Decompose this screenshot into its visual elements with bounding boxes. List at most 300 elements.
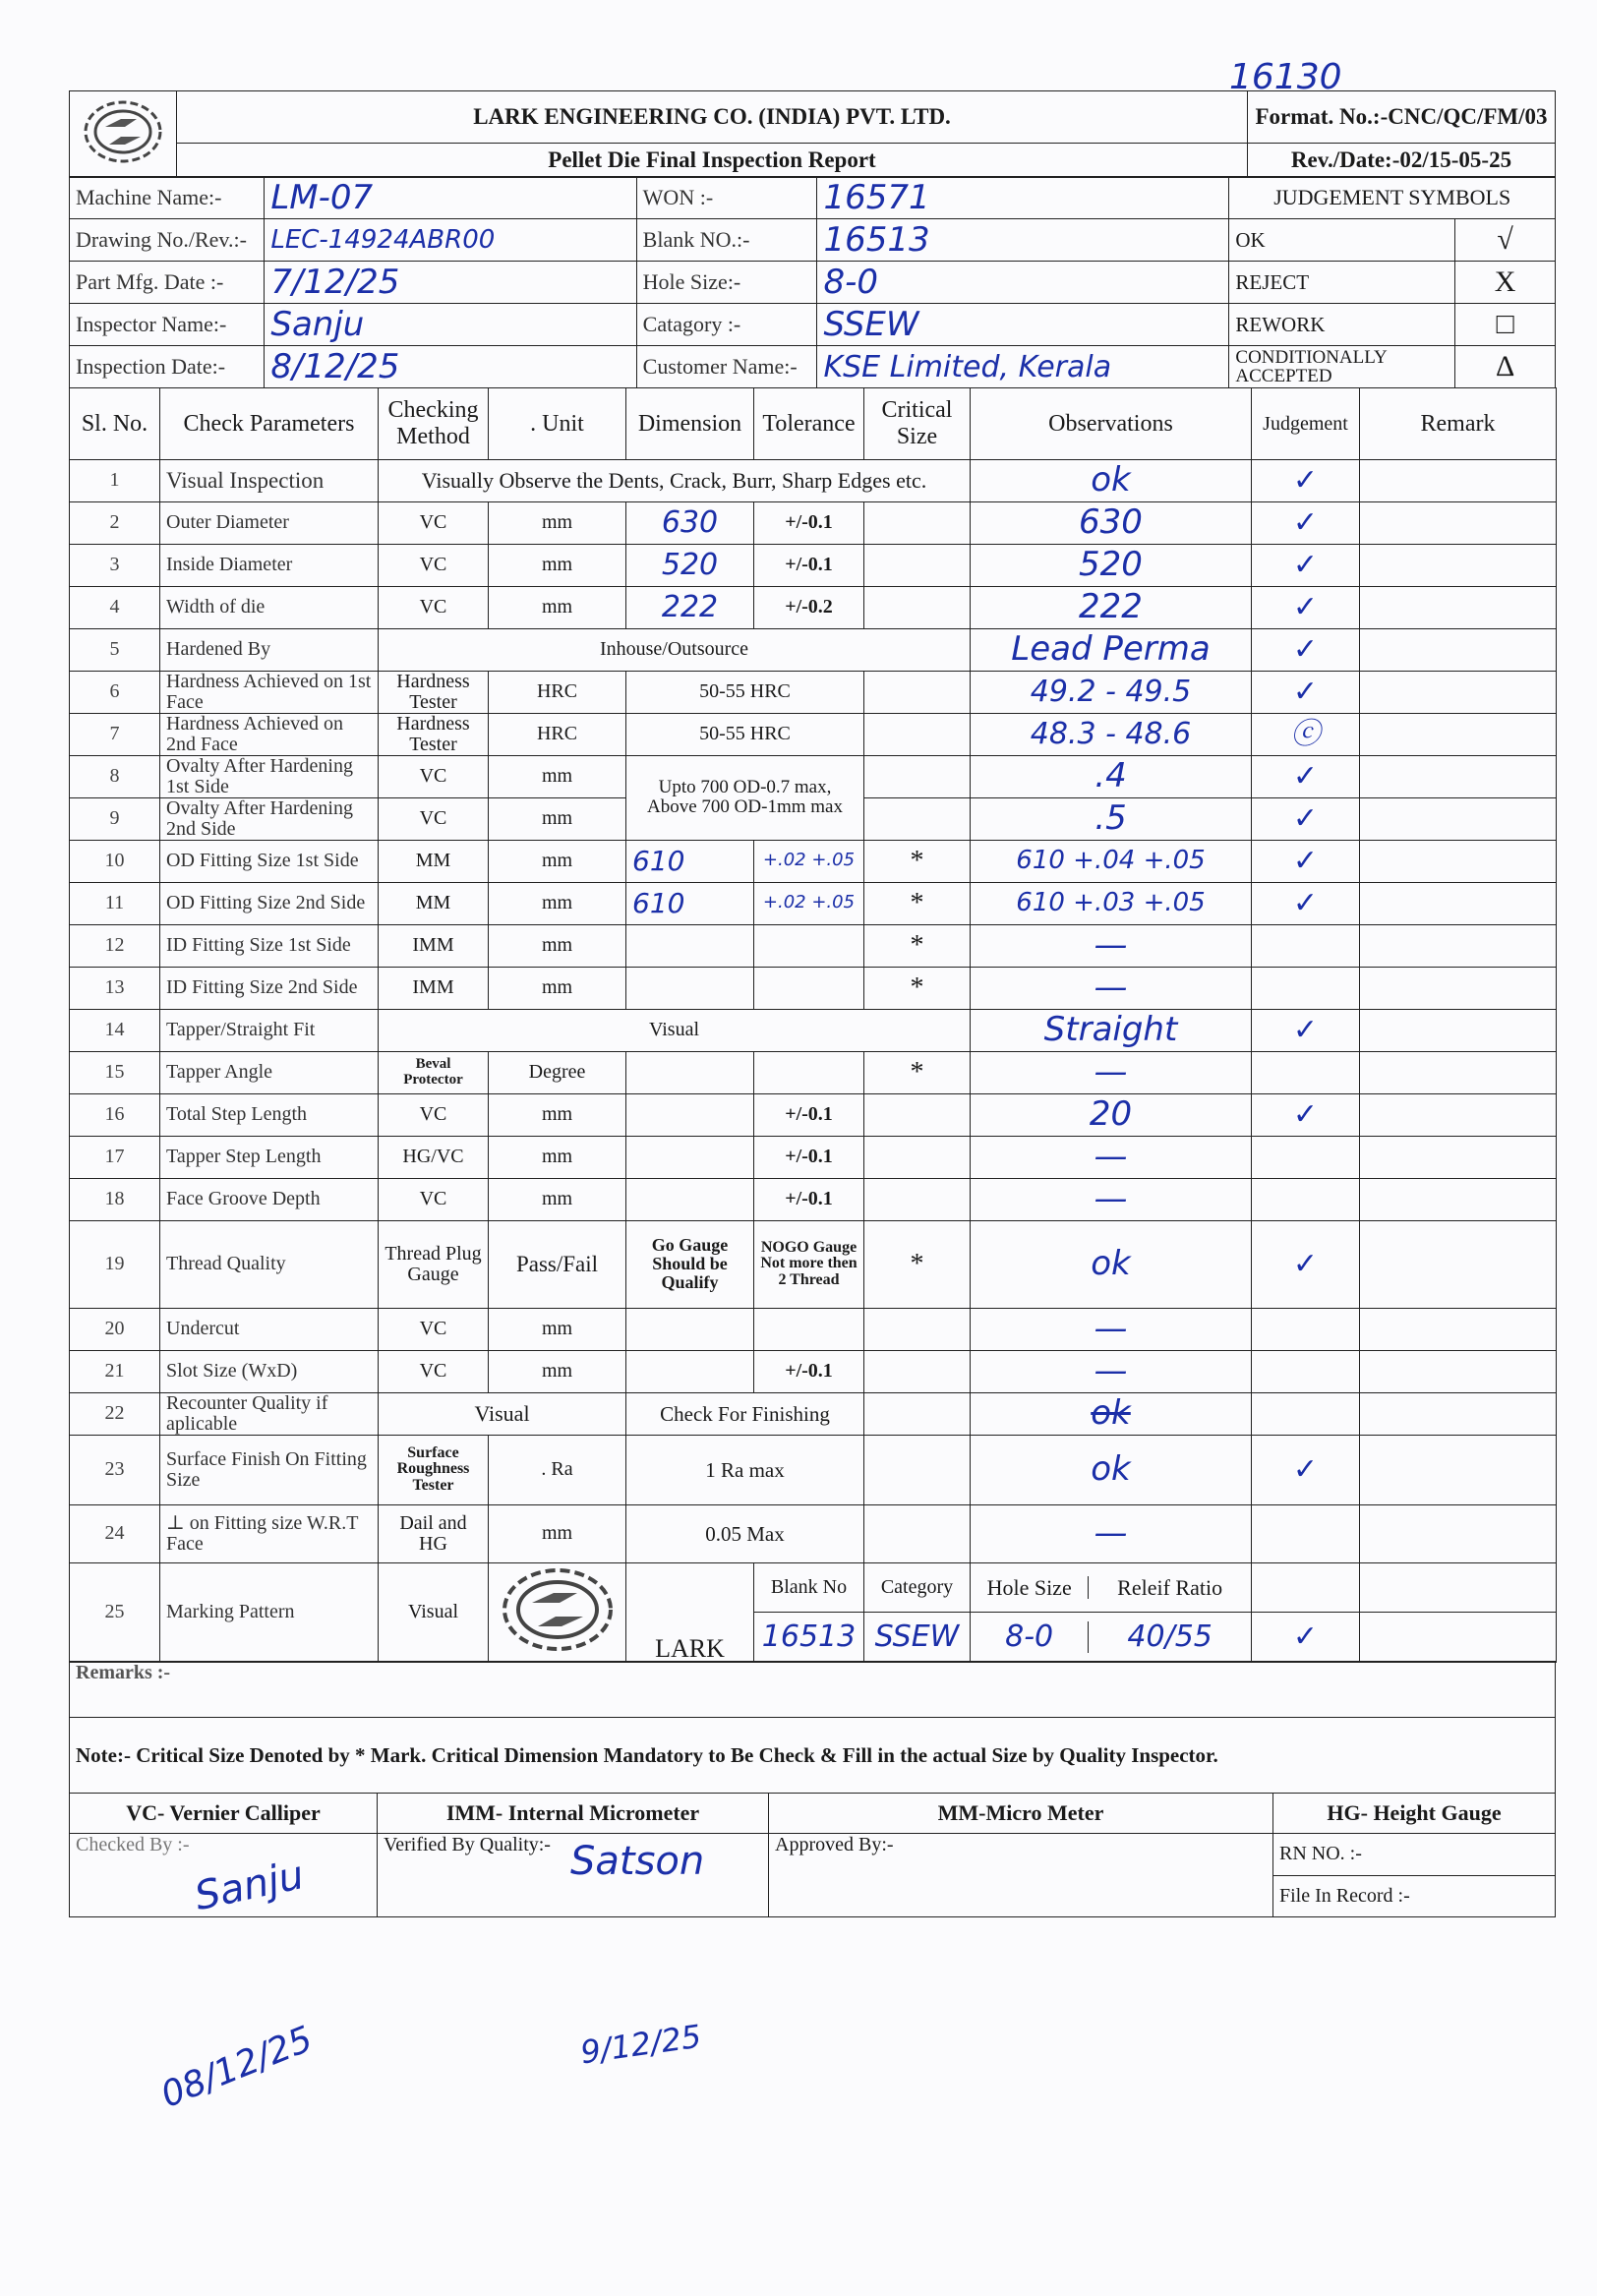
inspection-table — [69, 387, 1557, 1663]
row-dimension: 50-55 HRC — [626, 713, 864, 755]
table-row — [70, 1350, 1557, 1392]
legend-mm: MM-Micro Meter — [769, 1794, 1273, 1834]
row-method: VC — [379, 1350, 489, 1392]
customer-value: KSE Limited, Kerala — [817, 346, 1229, 388]
category-value: SSEW — [817, 304, 1229, 346]
symbol-rework: □ — [1455, 304, 1556, 346]
row-remark — [1360, 628, 1557, 671]
row-observation: — — [971, 1178, 1252, 1220]
row-tolerance — [754, 967, 864, 1009]
row-param: Recounter Quality if aplicable — [160, 1392, 379, 1435]
row-method: Surface Roughness Tester — [379, 1435, 489, 1504]
row-observation: 48.3 - 48.6 — [971, 713, 1252, 755]
machine-name-label: Machine Name:- — [70, 177, 265, 219]
row-param: Width of die — [160, 586, 379, 628]
verified-by-cell — [378, 1834, 769, 1917]
row-param: Visual Inspection — [160, 459, 379, 501]
marking-stamp-text: LARK — [626, 1562, 754, 1662]
row-sl: 24 — [70, 1504, 160, 1562]
table-row — [70, 1136, 1557, 1178]
won-label: WON :- — [636, 177, 817, 219]
row-method: Visual — [379, 1562, 489, 1662]
marking-remark — [1360, 1613, 1557, 1663]
row-tolerance: +/-0.1 — [754, 1093, 864, 1136]
row-judgement: ⓒ — [1252, 713, 1360, 755]
top-note: 16130 — [1229, 57, 1342, 97]
row-dimension: 1 Ra max — [626, 1435, 864, 1504]
marking-value-hole: 8-0 — [971, 1621, 1089, 1653]
row-critical: * — [864, 1051, 971, 1093]
row-sl: 9 — [70, 797, 160, 840]
row-critical — [864, 544, 971, 586]
row-tolerance: +/-0.1 — [754, 501, 864, 544]
table-row — [70, 586, 1557, 628]
row-judgement — [1252, 1178, 1360, 1220]
row-tolerance: +/-0.1 — [754, 1136, 864, 1178]
gear-logo-icon — [82, 97, 164, 166]
row-param: Outer Diameter — [160, 501, 379, 544]
row-param: Hardness Achieved on 2nd Face — [160, 713, 379, 755]
row-dimension — [626, 1178, 754, 1220]
row-observation: .4 — [971, 755, 1252, 797]
row-dimension: 520 — [626, 544, 754, 586]
row-critical — [864, 1308, 971, 1350]
row-critical — [864, 755, 971, 797]
row-remark — [1360, 1136, 1557, 1178]
row-judgement: ✓ — [1252, 1435, 1360, 1504]
row-sl: 25 — [70, 1562, 160, 1662]
row-critical — [864, 797, 971, 840]
row-param: Ovalty After Hardening 2nd Side — [160, 797, 379, 840]
checked-by-date: 08/12/25 — [155, 2019, 319, 2116]
row-unit: mm — [489, 924, 626, 967]
table-row — [70, 1220, 1557, 1308]
row-dimension: 0.05 Max — [626, 1504, 864, 1562]
symbol-ok-label: OK — [1229, 219, 1455, 262]
row-sl: 13 — [70, 967, 160, 1009]
row-judgement — [1252, 1051, 1360, 1093]
row-observation: — — [971, 967, 1252, 1009]
checked-by-cell — [70, 1834, 378, 1920]
row-tolerance: +/-0.1 — [754, 544, 864, 586]
blank-value: 16513 — [817, 219, 1229, 262]
row-method: VC — [379, 755, 489, 797]
row-observation: — — [971, 1051, 1252, 1093]
row-observation: 20 — [971, 1093, 1252, 1136]
table-row — [70, 713, 1557, 755]
row-param: Tapper/Straight Fit — [160, 1009, 379, 1051]
row-method: VC — [379, 586, 489, 628]
symbol-conditional: Δ — [1455, 346, 1556, 388]
row-unit: mm — [489, 1093, 626, 1136]
row-observation: 610 +.03 +.05 — [971, 882, 1252, 924]
row-observation: 520 — [971, 544, 1252, 586]
row-judgement: ✓ — [1252, 628, 1360, 671]
row-method: Visual — [379, 1392, 626, 1435]
row-param: OD Fitting Size 1st Side — [160, 840, 379, 882]
row-dimension: Upto 700 OD-0.7 max, Above 700 OD-1mm max — [626, 755, 864, 840]
row-dimension — [626, 1308, 754, 1350]
table-row — [70, 924, 1557, 967]
row-method: MM — [379, 882, 489, 924]
info-block — [69, 176, 1556, 388]
row-judgement: ✓ — [1252, 586, 1360, 628]
row-critical — [864, 1136, 971, 1178]
row-tolerance — [754, 924, 864, 967]
marking-head-remark — [1360, 1562, 1557, 1613]
row-dimension — [626, 1051, 754, 1093]
row-remark — [1360, 1220, 1557, 1308]
row-param: Inside Diameter — [160, 544, 379, 586]
row-sl: 1 — [70, 459, 160, 501]
row-method: VC — [379, 1093, 489, 1136]
marking-value-blank: 16513 — [754, 1613, 864, 1663]
row-tolerance: +.02 +.05 — [754, 840, 864, 882]
row-method: Inhouse/Outsource — [379, 628, 971, 671]
col-critical: Critical Size — [864, 387, 971, 459]
marking-row — [70, 1562, 1557, 1613]
row-observation: 222 — [971, 586, 1252, 628]
row-remark — [1360, 1350, 1557, 1392]
table-row — [70, 1392, 1557, 1435]
row-unit: mm — [489, 501, 626, 544]
table-row — [70, 967, 1557, 1009]
col-remark: Remark — [1360, 387, 1557, 459]
hole-size-value: 8-0 — [817, 262, 1229, 304]
row-sl: 5 — [70, 628, 160, 671]
row-dimension — [626, 1350, 754, 1392]
row-dimension: 222 — [626, 586, 754, 628]
row-observation: — — [971, 924, 1252, 967]
row-judgement — [1252, 1504, 1360, 1562]
row-param: Marking Pattern — [160, 1562, 379, 1662]
row-method: Hardness Tester — [379, 713, 489, 755]
marking-head-empty — [1252, 1562, 1360, 1613]
machine-name-value: LM-07 — [265, 177, 636, 219]
row-param: Hardened By — [160, 628, 379, 671]
table-row — [70, 628, 1557, 671]
row-param: Hardness Achieved on 1st Face — [160, 671, 379, 713]
row-method: VC — [379, 544, 489, 586]
row-unit: mm — [489, 840, 626, 882]
row-sl: 11 — [70, 882, 160, 924]
legend-hg: HG- Height Gauge — [1273, 1794, 1556, 1834]
row-critical — [864, 1392, 971, 1435]
won-value: 16571 — [817, 177, 1229, 219]
table-row — [70, 840, 1557, 882]
row-unit: mm — [489, 1308, 626, 1350]
row-param: Tapper Step Length — [160, 1136, 379, 1178]
row-judgement — [1252, 1350, 1360, 1392]
row-method: Dail and HG — [379, 1504, 489, 1562]
marking-head-hole: Hole Size — [971, 1576, 1089, 1599]
blank-label: Blank NO.:- — [636, 219, 817, 262]
category-label: Catagory :- — [636, 304, 817, 346]
inspector-value: Sanju — [265, 304, 636, 346]
row-observation: ok — [971, 459, 1252, 501]
row-sl: 12 — [70, 924, 160, 967]
row-dimension: 610 — [626, 882, 754, 924]
row-dimension — [626, 967, 754, 1009]
row-critical — [864, 1350, 971, 1392]
inspection-date-label: Inspection Date:- — [70, 346, 265, 388]
row-method: VC — [379, 501, 489, 544]
table-row — [70, 459, 1557, 501]
row-param: OD Fitting Size 2nd Side — [160, 882, 379, 924]
row-unit: mm — [489, 1136, 626, 1178]
row-unit: mm — [489, 1350, 626, 1392]
col-judgement: Judgement — [1252, 387, 1360, 459]
row-unit: mm — [489, 544, 626, 586]
row-method: Visually Observe the Dents, Crack, Burr, Sharp Edges etc. — [379, 459, 971, 501]
checked-by-label: Checked By :- — [76, 1834, 190, 1856]
table-row — [70, 1009, 1557, 1051]
table-row — [70, 1178, 1557, 1220]
row-critical — [864, 1093, 971, 1136]
table-row — [70, 882, 1557, 924]
rn-no-label: RN NO. :- — [1273, 1834, 1556, 1876]
row-critical: * — [864, 840, 971, 882]
row-remark — [1360, 586, 1557, 628]
row-sl: 22 — [70, 1392, 160, 1435]
row-method: IMM — [379, 967, 489, 1009]
critical-note: Note:- Critical Size Denoted by * Mark. Critical Dimension Mandatory to Be Check & Fill in the actual Size by Quality Inspector. — [70, 1718, 1556, 1794]
row-unit: mm — [489, 797, 626, 840]
table-row — [70, 1504, 1557, 1562]
row-judgement — [1252, 924, 1360, 967]
row-method: VC — [379, 1308, 489, 1350]
row-remark — [1360, 1009, 1557, 1051]
row-judgement: ✓ — [1252, 882, 1360, 924]
row-critical: * — [864, 924, 971, 967]
row-param: Face Groove Depth — [160, 1178, 379, 1220]
row-remark — [1360, 501, 1557, 544]
row-sl: 16 — [70, 1093, 160, 1136]
row-observation: 49.2 - 49.5 — [971, 671, 1252, 713]
row-critical: * — [864, 967, 971, 1009]
row-critical — [864, 1178, 971, 1220]
company-name: LARK ENGINEERING CO. (INDIA) PVT. LTD. — [177, 91, 1248, 144]
row-observation: 610 +.04 +.05 — [971, 840, 1252, 882]
row-observation: Lead Perma — [971, 628, 1252, 671]
approved-by-label: Approved By:- — [775, 1834, 894, 1856]
company-logo — [70, 91, 177, 178]
row-remark — [1360, 544, 1557, 586]
verified-by-label: Verified By Quality:- — [384, 1834, 551, 1856]
symbol-reject: X — [1455, 262, 1556, 304]
row-dimension — [626, 1136, 754, 1178]
row-tolerance: NOGO Gauge Not more then 2 Thread — [754, 1220, 864, 1308]
remarks-label: Remarks :- — [70, 1662, 1556, 1718]
col-observations: Observations — [971, 387, 1252, 459]
row-sl: 3 — [70, 544, 160, 586]
row-remark — [1360, 1308, 1557, 1350]
inspection-sheet — [69, 90, 1556, 2037]
marking-head-relief: Releif Ratio — [1117, 1575, 1223, 1601]
row-param: Tapper Angle — [160, 1051, 379, 1093]
row-judgement: ✓ — [1252, 840, 1360, 882]
row-sl: 8 — [70, 755, 160, 797]
row-unit: Pass/Fail — [489, 1220, 626, 1308]
row-param: Thread Quality — [160, 1220, 379, 1308]
drawing-label: Drawing No./Rev.:- — [70, 219, 265, 262]
row-sl: 15 — [70, 1051, 160, 1093]
row-method: MM — [379, 840, 489, 882]
table-row — [70, 1093, 1557, 1136]
row-param: Surface Finish On Fitting Size — [160, 1435, 379, 1504]
row-unit: Degree — [489, 1051, 626, 1093]
row-dimension: 610 — [626, 840, 754, 882]
row-remark — [1360, 1051, 1557, 1093]
row-method: Visual — [379, 1009, 971, 1051]
row-observation: ok — [971, 1435, 1252, 1504]
verified-by-date: 9/12/25 — [577, 2017, 704, 2072]
format-number: Format. No.:-CNC/QC/FM/03 — [1248, 91, 1556, 144]
symbol-conditional-label: CONDITIONALLY ACCEPTED — [1229, 346, 1455, 388]
table-row — [70, 544, 1557, 586]
gear-logo-icon — [499, 1565, 617, 1654]
row-critical — [864, 501, 971, 544]
row-sl: 2 — [70, 501, 160, 544]
row-judgement: ✓ — [1252, 797, 1360, 840]
row-sl: 14 — [70, 1009, 160, 1051]
row-method: Beval Protector — [379, 1051, 489, 1093]
mfg-date-label: Part Mfg. Date :- — [70, 262, 265, 304]
row-sl: 6 — [70, 671, 160, 713]
approved-by-cell — [769, 1834, 1273, 1917]
row-remark — [1360, 1504, 1557, 1562]
row-critical: * — [864, 882, 971, 924]
mfg-date-value: 7/12/25 — [265, 262, 636, 304]
marking-stamp-logo — [489, 1562, 626, 1662]
row-tolerance: +/-0.1 — [754, 1178, 864, 1220]
row-unit: mm — [489, 1504, 626, 1562]
row-remark — [1360, 797, 1557, 840]
marking-head-blank: Blank No — [754, 1562, 864, 1613]
row-observation: 630 — [971, 501, 1252, 544]
row-unit: . Ra — [489, 1435, 626, 1504]
row-sl: 17 — [70, 1136, 160, 1178]
row-sl: 23 — [70, 1435, 160, 1504]
col-sl: Sl. No. — [70, 387, 160, 459]
row-remark — [1360, 1178, 1557, 1220]
col-method: Checking Method — [379, 387, 489, 459]
row-judgement: ✓ — [1252, 544, 1360, 586]
row-remark — [1360, 1392, 1557, 1435]
row-judgement — [1252, 1308, 1360, 1350]
row-judgement: ✓ — [1252, 671, 1360, 713]
row-judgement — [1252, 1136, 1360, 1178]
row-sl: 7 — [70, 713, 160, 755]
row-dimension: 630 — [626, 501, 754, 544]
row-remark — [1360, 1435, 1557, 1504]
marking-judgement: ✓ — [1252, 1613, 1360, 1663]
file-record-label: File In Record :- — [1273, 1875, 1556, 1917]
row-sl: 20 — [70, 1308, 160, 1350]
inspection-date-value: 8/12/25 — [265, 346, 636, 388]
row-judgement — [1252, 1392, 1360, 1435]
table-row — [70, 755, 1557, 797]
row-judgement: ✓ — [1252, 755, 1360, 797]
legend-vc: VC- Vernier Calliper — [70, 1794, 378, 1834]
row-tolerance: +/-0.1 — [754, 1350, 864, 1392]
table-row — [70, 1051, 1557, 1093]
row-method: Hardness Tester — [379, 671, 489, 713]
row-judgement: ✓ — [1252, 1093, 1360, 1136]
row-critical — [864, 713, 971, 755]
row-unit: mm — [489, 586, 626, 628]
row-sl: 21 — [70, 1350, 160, 1392]
row-remark — [1360, 882, 1557, 924]
row-critical — [864, 671, 971, 713]
drawing-value: LEC-14924ABR00 — [265, 219, 636, 262]
row-critical — [864, 586, 971, 628]
legend-imm: IMM- Internal Micrometer — [378, 1794, 769, 1834]
row-method: HG/VC — [379, 1136, 489, 1178]
symbol-rework-label: REWORK — [1229, 304, 1455, 346]
marking-head-category: Category — [864, 1562, 971, 1613]
marking-value-relief: 40/55 — [1127, 1619, 1213, 1655]
row-observation: — — [971, 1504, 1252, 1562]
row-method: VC — [379, 1178, 489, 1220]
marking-head-hole-relief — [971, 1562, 1252, 1613]
row-observation: — — [971, 1136, 1252, 1178]
customer-label: Customer Name:- — [636, 346, 817, 388]
row-method: IMM — [379, 924, 489, 967]
row-dimension — [626, 1093, 754, 1136]
row-unit: mm — [489, 967, 626, 1009]
row-param: ID Fitting Size 1st Side — [160, 924, 379, 967]
table-row — [70, 671, 1557, 713]
row-observation: .5 — [971, 797, 1252, 840]
row-observation: — — [971, 1350, 1252, 1392]
report-header — [69, 90, 1556, 178]
marking-value-hole-relief — [971, 1613, 1252, 1663]
row-remark — [1360, 755, 1557, 797]
row-critical — [864, 1504, 971, 1562]
row-remark — [1360, 1093, 1557, 1136]
report-title: Pellet Die Final Inspection Report — [177, 144, 1248, 178]
row-unit: HRC — [489, 671, 626, 713]
table-row — [70, 501, 1557, 544]
row-dimension — [626, 924, 754, 967]
row-param: Total Step Length — [160, 1093, 379, 1136]
row-unit: mm — [489, 755, 626, 797]
row-tolerance — [754, 1308, 864, 1350]
row-critical: * — [864, 1220, 971, 1308]
symbol-reject-label: REJECT — [1229, 262, 1455, 304]
row-sl: 4 — [70, 586, 160, 628]
row-judgement — [1252, 967, 1360, 1009]
row-remark — [1360, 840, 1557, 882]
row-sl: 10 — [70, 840, 160, 882]
row-dimension: Go Gauge Should be Qualify — [626, 1220, 754, 1308]
col-dimension: Dimension — [626, 387, 754, 459]
table-row — [70, 1308, 1557, 1350]
checked-by-signature: Sanju — [191, 1853, 309, 1920]
row-remark — [1360, 924, 1557, 967]
row-observation: ok — [971, 1220, 1252, 1308]
row-observation: — — [971, 1308, 1252, 1350]
col-param: Check Parameters — [160, 387, 379, 459]
row-param: Undercut — [160, 1308, 379, 1350]
judgement-symbols-title: JUDGEMENT SYMBOLS — [1229, 177, 1556, 219]
hole-size-label: Hole Size:- — [636, 262, 817, 304]
row-unit: mm — [489, 1178, 626, 1220]
row-remark — [1360, 671, 1557, 713]
verified-by-signature: Satson — [570, 1839, 705, 1885]
row-observation: Straight — [971, 1009, 1252, 1051]
